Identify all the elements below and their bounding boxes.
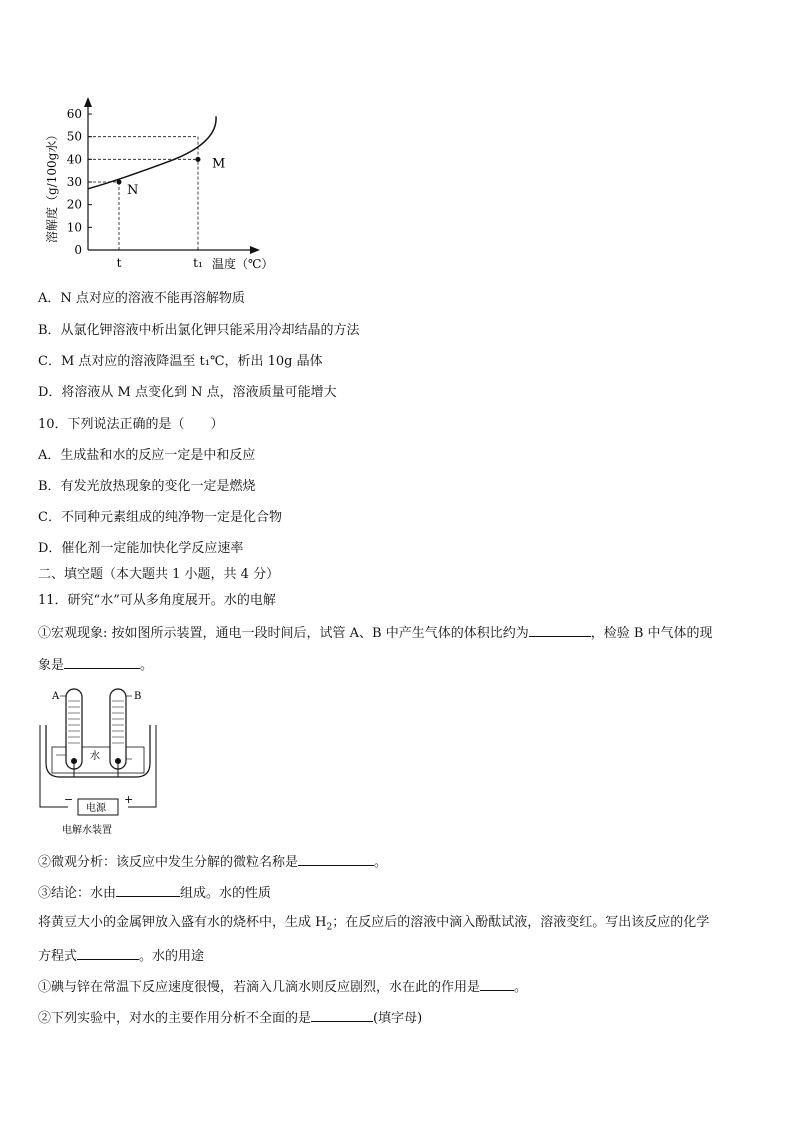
point-label-n: N <box>127 183 139 198</box>
x-tick-label-t: t <box>116 256 122 270</box>
x-axis-label: 温度（℃） <box>212 257 274 271</box>
y-tick-label: 60 <box>66 107 82 121</box>
y-tick-label: 30 <box>66 175 82 189</box>
y-tick-label: 20 <box>66 197 82 212</box>
q11-part6-text: ②下列实验中，对水的主要作用分析不全面的是 <box>38 1011 312 1026</box>
solubility-chart <box>40 95 300 280</box>
q11-stem: 11．研究“水”可从多角度展开。水的电解 <box>38 593 276 608</box>
q11-part4-text: 将黄豆大小的金属钾放入盛有水的烧杯中，生成 H <box>38 915 327 930</box>
q11-part1-line1 <box>38 623 713 643</box>
q9-option-d: D．将溶液从 M 点变化到 N 点，溶液质量可能增大 <box>38 385 337 400</box>
q11-part1-text-end: 象是 <box>38 658 65 673</box>
q11-equation-text: 方程式 <box>38 949 78 964</box>
plus-sign: + <box>124 793 134 806</box>
q11-part5 <box>38 977 527 997</box>
answer-blank-letter[interactable] <box>311 1008 373 1022</box>
minus-sign: − <box>64 793 74 806</box>
q10-option-b: B．有发光放热现象的变化一定是燃烧 <box>38 479 256 494</box>
answer-blank-particle[interactable] <box>298 852 374 866</box>
electrode-a <box>71 758 77 764</box>
subscript-2: 2 <box>326 922 333 933</box>
electrode-b <box>115 758 121 764</box>
label-tube-b: B <box>134 691 142 702</box>
period: 。 <box>140 658 154 673</box>
answer-blank-volume-ratio[interactable] <box>529 623 591 637</box>
answer-blank-equation[interactable] <box>77 946 139 960</box>
period: 。 <box>514 980 528 995</box>
answer-blank-water-role[interactable] <box>480 977 514 991</box>
answer-blank-phenomenon[interactable] <box>64 655 140 669</box>
section-heading: 二、填空题（本大题共 1 小题，共 4 分） <box>38 567 280 582</box>
q11-part6-text-cont: (填字母) <box>373 1011 423 1026</box>
solubility-curve <box>88 116 216 189</box>
point-label-m: M <box>212 156 226 172</box>
q9-option-a: A．N 点对应的溶液不能再溶解物质 <box>38 291 245 306</box>
label-tube-a: A <box>52 691 60 702</box>
point-m <box>196 157 201 162</box>
q10-option-c: C．不同种元素组成的纯净物一定是化合物 <box>38 510 282 525</box>
q11-part4-line2 <box>38 946 204 966</box>
q11-part3-text-cont: 组成。水的性质 <box>180 886 272 901</box>
q11-part3-text: ③结论：水由 <box>38 886 117 901</box>
q11-part1-text-cont: ，检验 B 中气体的现 <box>590 626 713 641</box>
apparatus-caption: 电解水装置 <box>62 825 112 836</box>
q11-part2-text: ②微观分析：该反应中发生分解的微粒名称是 <box>38 855 299 870</box>
q11-part1-text: ①宏观现象: 按如图所示装置，通电一段时间后，试管 A、B 中产生气体的体积比约为 <box>38 626 529 641</box>
q11-part6 <box>38 1008 422 1028</box>
q9-option-b: B．从氯化钾溶液中析出氯化钾只能采用冷却结晶的方法 <box>38 323 360 338</box>
answer-blank-composition[interactable] <box>116 883 180 897</box>
q10-stem: 10．下列说法正确的是（ ） <box>38 417 224 432</box>
q10-option-a: A．生成盐和水的反应一定是中和反应 <box>38 448 256 463</box>
q11-part4-line1 <box>38 914 709 937</box>
y-tick-label: 0 <box>74 243 82 257</box>
q10-option-d: D．催化剂一定能加快化学反应速率 <box>38 541 244 556</box>
q11-part3 <box>38 883 271 903</box>
q11-uses-text: 。水的用途 <box>139 949 205 964</box>
q11-part5-text: ①碘与锌在常温下反应速度很慢，若滴入几滴水则反应剧烈，水在此的作用是 <box>38 980 481 995</box>
water-label: 水 <box>90 751 100 762</box>
q11-part2 <box>38 852 387 872</box>
y-tick-label: 10 <box>66 220 82 235</box>
q11-part1-line2 <box>38 655 153 675</box>
q9-option-c: C．M 点对应的溶液降温至 t₁℃，析出 10g 晶体 <box>38 354 323 369</box>
y-axis-label: 溶解度（g/100g水） <box>45 128 59 243</box>
power-supply-label: 电源 <box>86 803 106 814</box>
y-tick-label: 50 <box>66 129 82 144</box>
period: 。 <box>374 855 388 870</box>
electrolysis-apparatus <box>36 685 166 840</box>
y-axis-arrow <box>84 97 92 107</box>
x-axis-arrow <box>250 246 260 254</box>
q11-part4-text-cont: ；在反应后的溶液中滴入酚酞试液，溶液变红。写出该反应的化学 <box>332 915 710 930</box>
point-n <box>117 180 122 185</box>
y-tick-label: 40 <box>66 152 82 167</box>
x-tick-label-t1: t₁ <box>193 256 203 270</box>
